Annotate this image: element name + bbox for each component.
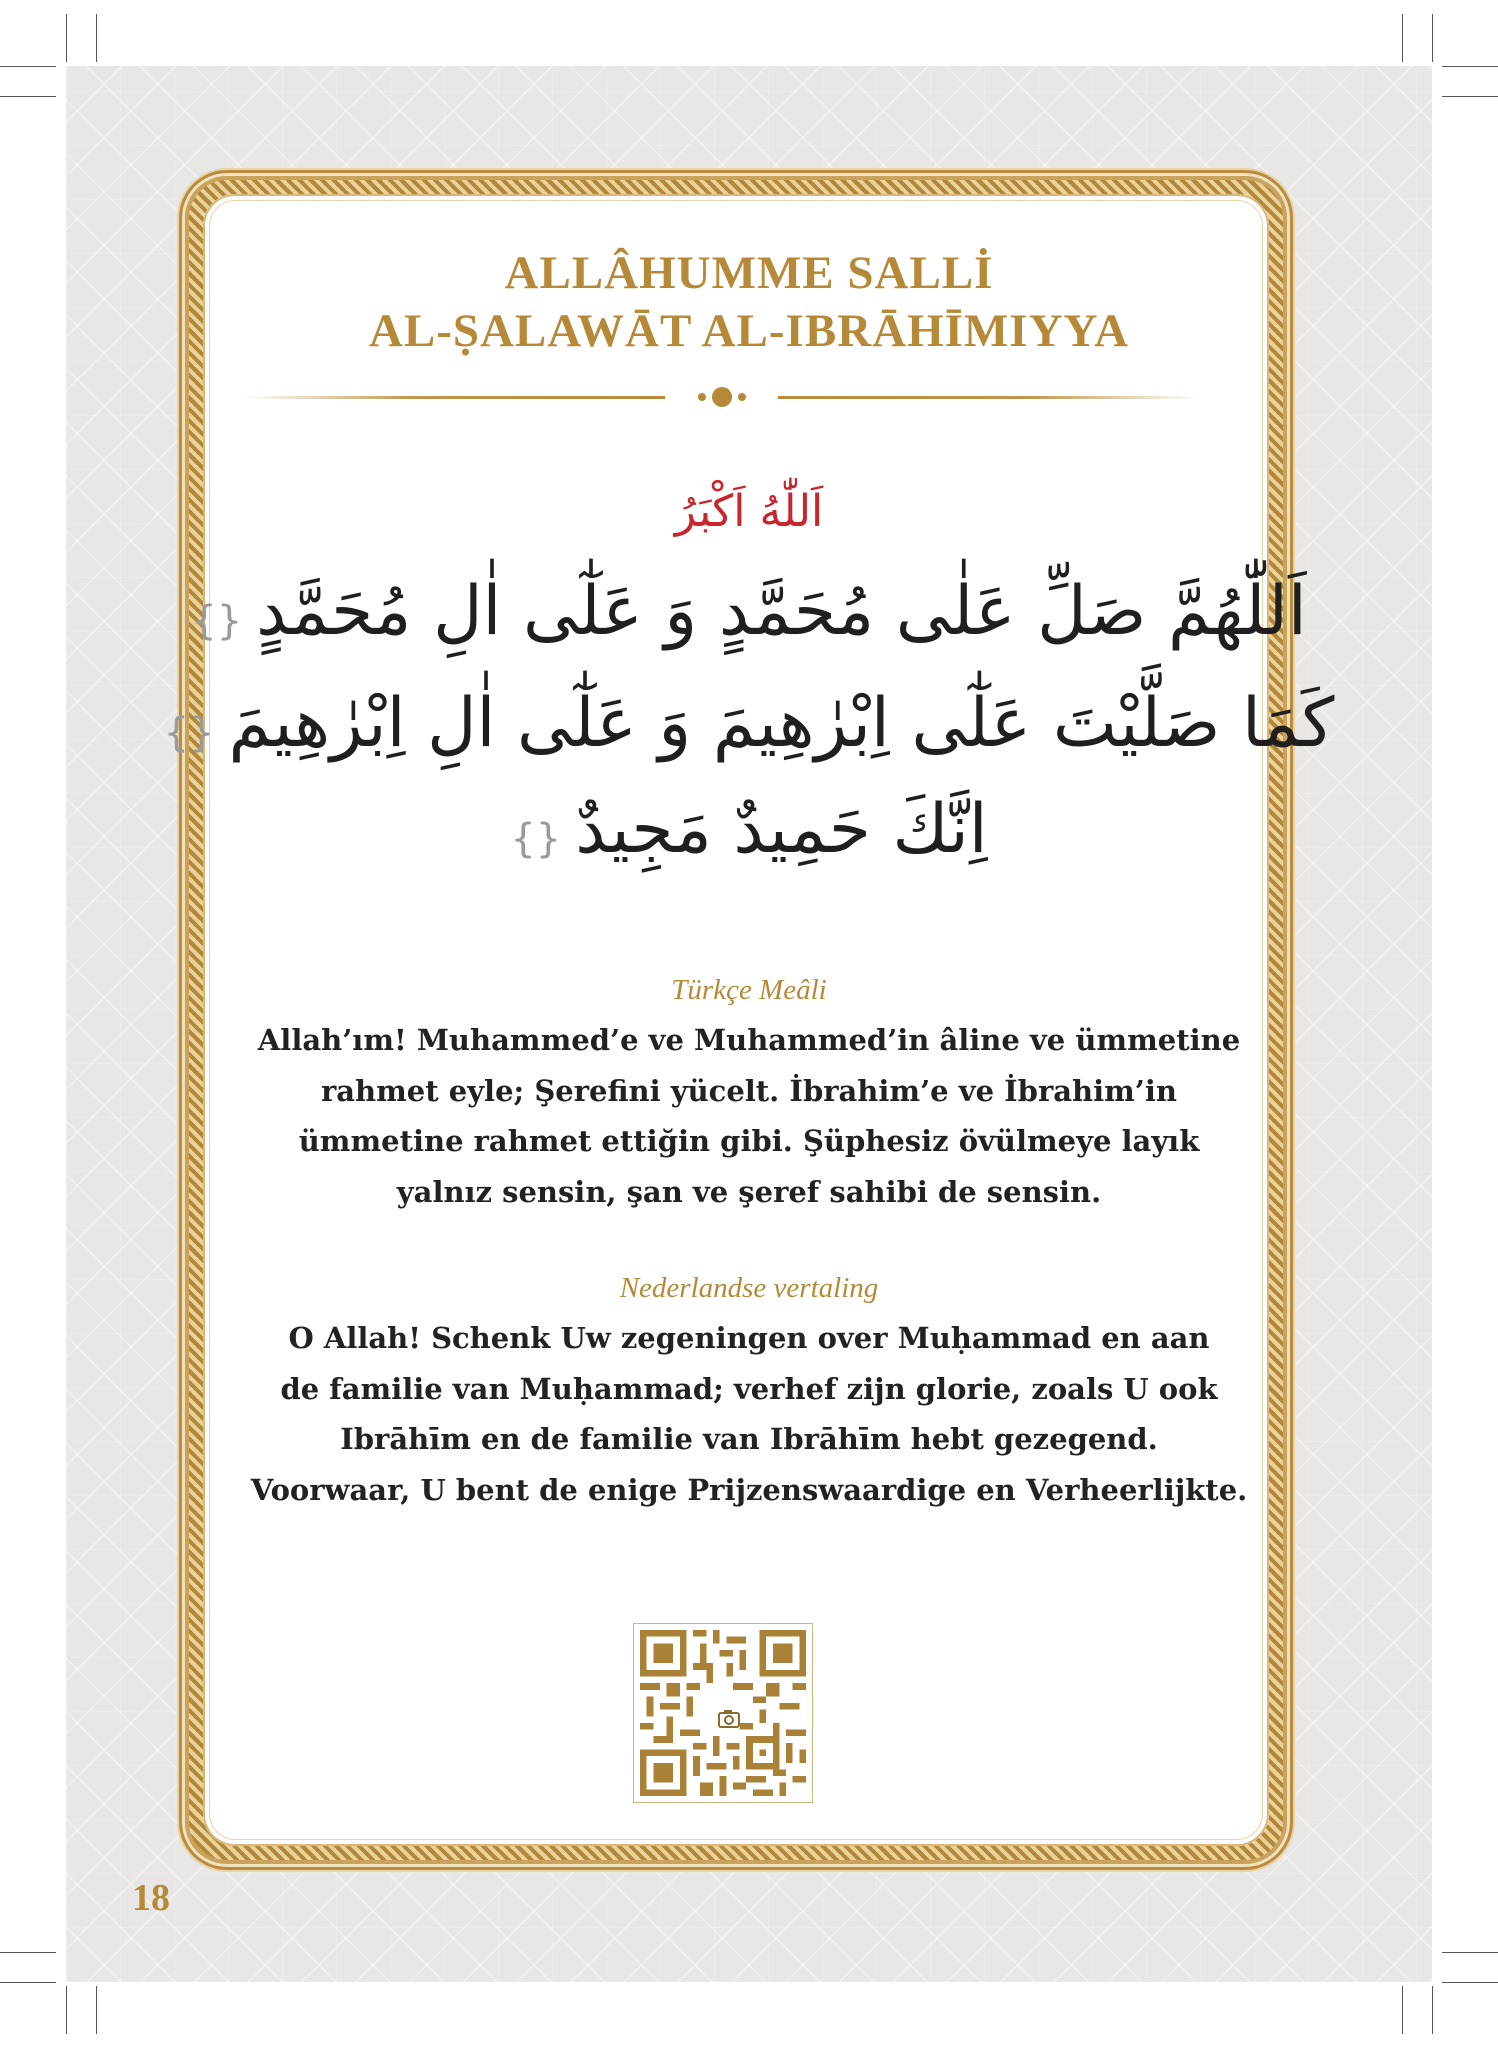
crop-mark bbox=[1442, 66, 1498, 67]
dutch-translation bbox=[200, 1313, 1298, 1515]
arabic-takbir: اَللّٰهُ اَكْبَرُ bbox=[674, 486, 824, 537]
title-line-1: ALLÂHUMME SALLİ bbox=[504, 247, 994, 299]
turkish-line: ümmetine rahmet ettiğin gibi. Şüphesiz övülmeye layık bbox=[298, 1124, 1200, 1158]
crop-mark bbox=[0, 66, 56, 67]
dutch-line: Voorwaar, U bent de enige Prijzenswaardige en Verheerlijkte. bbox=[250, 1472, 1248, 1507]
turkish-translation bbox=[200, 1015, 1298, 1217]
divider-dot bbox=[698, 393, 706, 401]
crop-mark bbox=[66, 1986, 67, 2034]
camera-icon bbox=[706, 1696, 740, 1730]
turkish-line: yalnız sensin, şan ve şeref sahibi de sensin. bbox=[396, 1174, 1102, 1209]
divider-dot-center bbox=[712, 387, 732, 407]
title-line-2: AL-ṢALAWĀT AL-IBRĀHĪMIYYA bbox=[368, 305, 1130, 357]
crop-mark bbox=[1402, 14, 1403, 62]
turkish-line: rahmet eyle; Şerefini yücelt. İbrahim’e ve İbrahim’in bbox=[320, 1073, 1178, 1108]
crop-mark bbox=[0, 1952, 56, 1953]
crop-mark bbox=[1432, 14, 1433, 62]
dutch-line: de familie van Muḥammad; verhef zijn glorie, zoals U ook bbox=[280, 1371, 1218, 1406]
crop-mark bbox=[0, 1982, 56, 1983]
divider-dot bbox=[738, 393, 746, 401]
dutch-line: Ibrāhīm en de familie van Ibrāhīm hebt gezegend. bbox=[340, 1422, 1158, 1456]
divider-left bbox=[245, 396, 665, 399]
crop-mark bbox=[66, 14, 67, 62]
crop-mark bbox=[1442, 1982, 1498, 1983]
arabic-line-2-text: كَمَا صَلَّيْتَ عَلٰٓى اِبْرٰهِيمَ وَ عَلٰٓى اٰلِ اِبْرٰهِيمَ bbox=[228, 684, 1335, 763]
arabic-line-1 bbox=[0, 572, 1498, 651]
arabic-line-1-text: اَللّٰهُمَّ صَلِّ عَلٰى مُحَمَّدٍ وَ عَلٰٓى اٰلِ مُحَمَّدٍ bbox=[256, 572, 1307, 651]
crop-mark bbox=[1432, 1986, 1433, 2034]
crop-mark bbox=[1442, 1952, 1498, 1953]
crop-mark bbox=[0, 96, 56, 97]
verse-mark: {} bbox=[510, 816, 562, 862]
crop-mark bbox=[96, 14, 97, 62]
page-number: 18 bbox=[132, 1877, 170, 1919]
arabic-line-2 bbox=[0, 684, 1498, 763]
turkish-label: Türkçe Meâli bbox=[671, 974, 827, 1006]
arabic-line-3 bbox=[0, 790, 1498, 869]
arabic-line-3-text: اِنَّكَ حَمِيدٌ مَجِيدٌ bbox=[575, 790, 988, 869]
crop-mark bbox=[96, 1986, 97, 2034]
turkish-line: Allah’ım! Muhammed’e ve Muhammed’in âline ve ümmetine bbox=[257, 1023, 1241, 1057]
dutch-label: Nederlandse vertaling bbox=[619, 1272, 879, 1304]
verse-mark: {} bbox=[163, 710, 215, 756]
divider-right bbox=[778, 396, 1198, 399]
crop-mark bbox=[1402, 1986, 1403, 2034]
qr-code[interactable] bbox=[633, 1623, 813, 1803]
crop-mark bbox=[1442, 96, 1498, 97]
dutch-line: O Allah! Schenk Uw zegeningen over Muḥammad en aan bbox=[288, 1321, 1210, 1355]
verse-mark: {} bbox=[191, 598, 243, 644]
